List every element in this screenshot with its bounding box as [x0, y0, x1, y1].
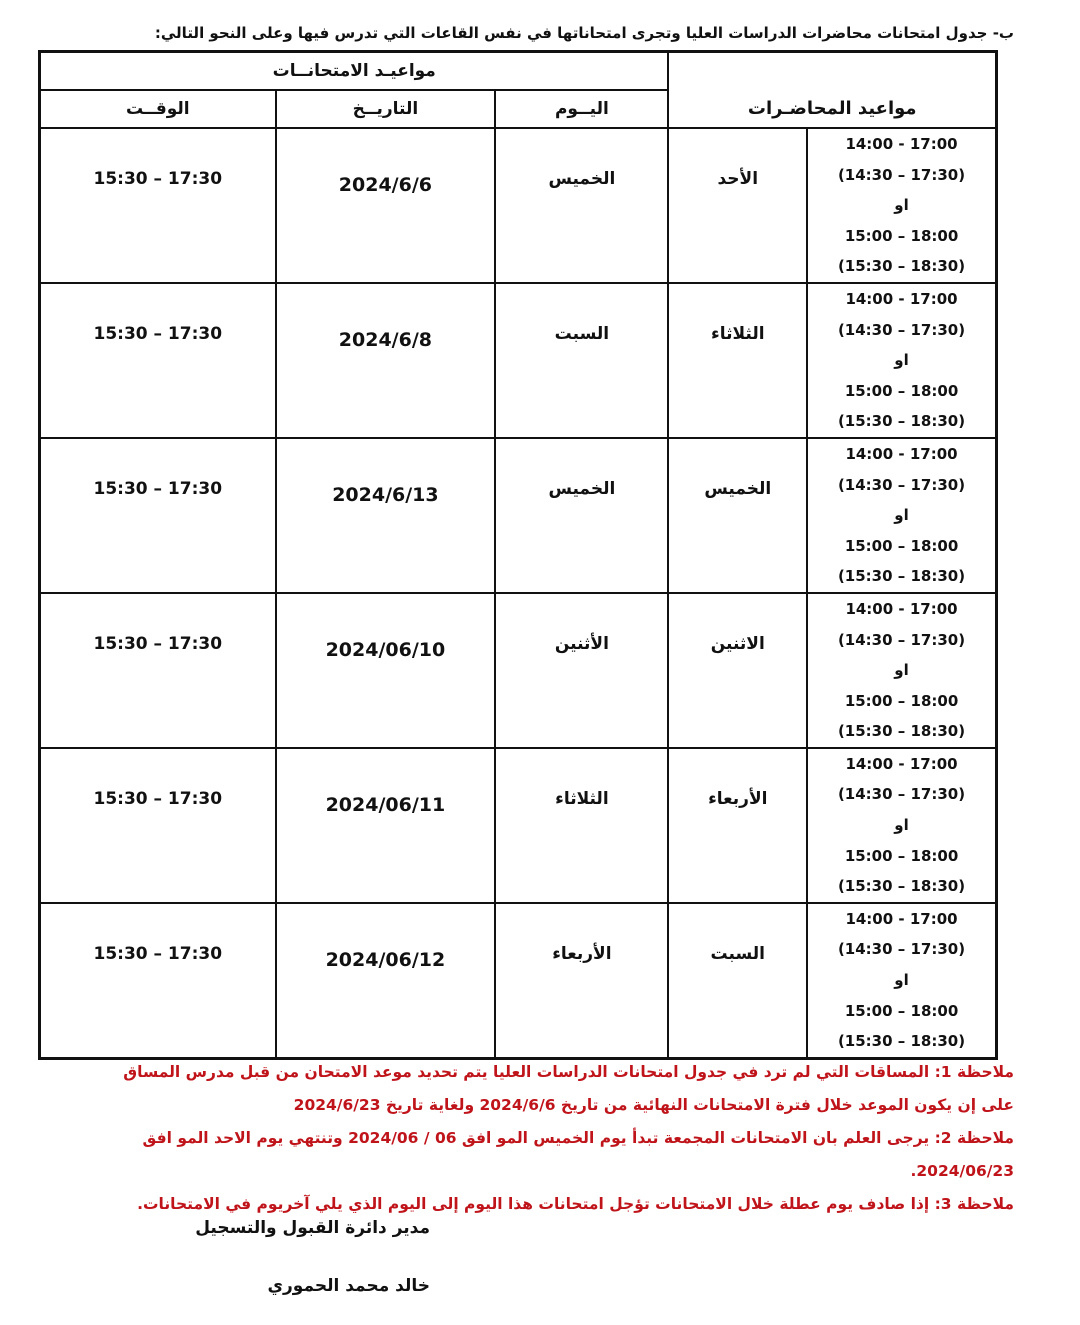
lecture-time-line: (15:30 – 18:30)	[837, 412, 966, 431]
header-row-top	[40, 52, 997, 91]
lecture-time-line: (14:30 – 17:30)	[837, 320, 966, 339]
lecture-times-cell	[807, 128, 996, 283]
table-row	[40, 903, 997, 1058]
signature-block	[170, 1218, 430, 1296]
lecture-time-line: 14:00 - 17:00	[845, 444, 958, 463]
signature-title: مدير دائرة القبول والتسجيل	[195, 1218, 430, 1238]
exam-schedule-table	[38, 50, 998, 1060]
lecture-time-line: 14:00 - 17:00	[845, 289, 958, 308]
exam-time-cell: 15:30 – 17:30	[40, 748, 276, 903]
lecture-time-line: (15:30 – 18:30)	[837, 1032, 966, 1051]
note-1: ملاحظة 1: المساقات التي لم ترد في جدول امتحانات الدراسات العليا يتم تحديد موعد الامتحان من قبل مدرس المساق	[123, 1063, 1014, 1081]
lecture-time-line: 15:00 – 18:00	[844, 691, 959, 710]
lecture-time-line: او	[894, 816, 909, 835]
lecture-time-line: 15:00 – 18:00	[844, 1001, 959, 1020]
exam-day-cell: الأربعاء	[495, 903, 668, 1058]
lecture-time-line: 15:00 – 18:00	[844, 846, 959, 865]
exam-day-cell: الخميس	[495, 128, 668, 283]
exam-time-cell: 15:30 – 17:30	[40, 593, 276, 748]
exam-time-cell: 15:30 – 17:30	[40, 128, 276, 283]
lecture-time-line: 15:00 – 18:00	[844, 536, 959, 555]
lecture-time-line: 15:00 – 18:00	[844, 226, 959, 245]
header-lecture-times: مواعيد المحاضـرات	[668, 52, 996, 129]
note-1-continued: على إن يكون الموعد خلال فترة الامتحانات النهائية من تاريخ 2024/6/6 ولغاية تاريخ 2024/6/23	[293, 1096, 1014, 1114]
lecture-times-cell	[807, 438, 996, 593]
exam-day-cell: الخميس	[495, 438, 668, 593]
lecture-time-line: 15:00 – 18:00	[844, 381, 959, 400]
lecture-times-cell	[807, 748, 996, 903]
lecture-day-cell: الأحد	[668, 128, 807, 283]
lecture-day-cell: الأربعاء	[668, 748, 807, 903]
exam-date-cell: 2024/6/8	[276, 283, 496, 438]
lecture-time-line: (14:30 – 17:30)	[837, 630, 966, 649]
exam-date-cell: 2024/06/10	[276, 593, 496, 748]
table-row	[40, 128, 997, 283]
header-exam-times: مواعيـد الامتحانــات	[40, 52, 669, 91]
note-2: ملاحظة 2: يرجى العلم بان الامتحانات المجمعة تبدأ يوم الخميس المو افق 06 / 2024/06 وتنتهي يوم الاحد المو افق 2024/06/23.	[142, 1129, 1014, 1180]
lecture-time-line: 14:00 - 17:00	[845, 909, 958, 928]
note-3: ملاحظة 3: إذا صادف يوم عطلة خلال الامتحانات تؤجل امتحانات هذا اليوم إلى اليوم الذي يلي آخريوم في الامتحانات.	[137, 1195, 1014, 1213]
table-row	[40, 748, 997, 903]
lecture-time-line: (15:30 – 18:30)	[837, 722, 966, 741]
exam-time-cell: 15:30 – 17:30	[40, 903, 276, 1058]
header-day: اليــوم	[495, 90, 668, 128]
lecture-time-line: او	[894, 351, 909, 370]
lecture-day-cell: الخميس	[668, 438, 807, 593]
lecture-time-line: (14:30 – 17:30)	[837, 165, 966, 184]
exam-date-cell: 2024/6/6	[276, 128, 496, 283]
lecture-time-line: او	[894, 196, 909, 215]
lecture-times-cell	[807, 903, 996, 1058]
lecture-day-cell: السبت	[668, 903, 807, 1058]
lecture-time-line: (14:30 – 17:30)	[837, 940, 966, 959]
exam-date-cell: 2024/6/13	[276, 438, 496, 593]
lecture-times-cell	[807, 593, 996, 748]
signature-name: خالد محمد الحموري	[267, 1276, 430, 1296]
notes-section	[54, 1056, 1014, 1221]
header-date: التاريــخ	[276, 90, 496, 128]
lecture-time-line: (14:30 – 17:30)	[837, 475, 966, 494]
table-row	[40, 283, 997, 438]
lecture-time-line: 14:00 - 17:00	[845, 754, 958, 773]
lecture-time-line: (15:30 – 18:30)	[837, 567, 966, 586]
exam-date-cell: 2024/06/11	[276, 748, 496, 903]
lecture-time-line: (14:30 – 17:30)	[837, 785, 966, 804]
exam-time-cell: 15:30 – 17:30	[40, 438, 276, 593]
lecture-time-line: او	[894, 506, 909, 525]
exam-day-cell: الثلاثاء	[495, 748, 668, 903]
lecture-time-line: او	[894, 971, 909, 990]
lecture-time-line: (15:30 – 18:30)	[837, 877, 966, 896]
exam-day-cell: الأثنين	[495, 593, 668, 748]
exam-date-cell: 2024/06/12	[276, 903, 496, 1058]
intro-heading: ب- جدول امتحانات محاضرات الدراسات العليا وتجرى امتحاناتها في نفس القاعات التي تدرس فيها وعلى النحو التالي:	[154, 24, 1014, 42]
lecture-times-cell	[807, 283, 996, 438]
lecture-day-cell: الاثنين	[668, 593, 807, 748]
table-row	[40, 438, 997, 593]
exam-day-cell: السبت	[495, 283, 668, 438]
lecture-time-line: (15:30 – 18:30)	[837, 257, 966, 276]
table-row	[40, 593, 997, 748]
header-time: الوقــت	[40, 90, 276, 128]
lecture-day-cell: الثلاثاء	[668, 283, 807, 438]
exam-time-cell: 15:30 – 17:30	[40, 283, 276, 438]
lecture-time-line: 14:00 - 17:00	[845, 599, 958, 618]
lecture-time-line: او	[894, 661, 909, 680]
lecture-time-line: 14:00 - 17:00	[845, 135, 958, 153]
